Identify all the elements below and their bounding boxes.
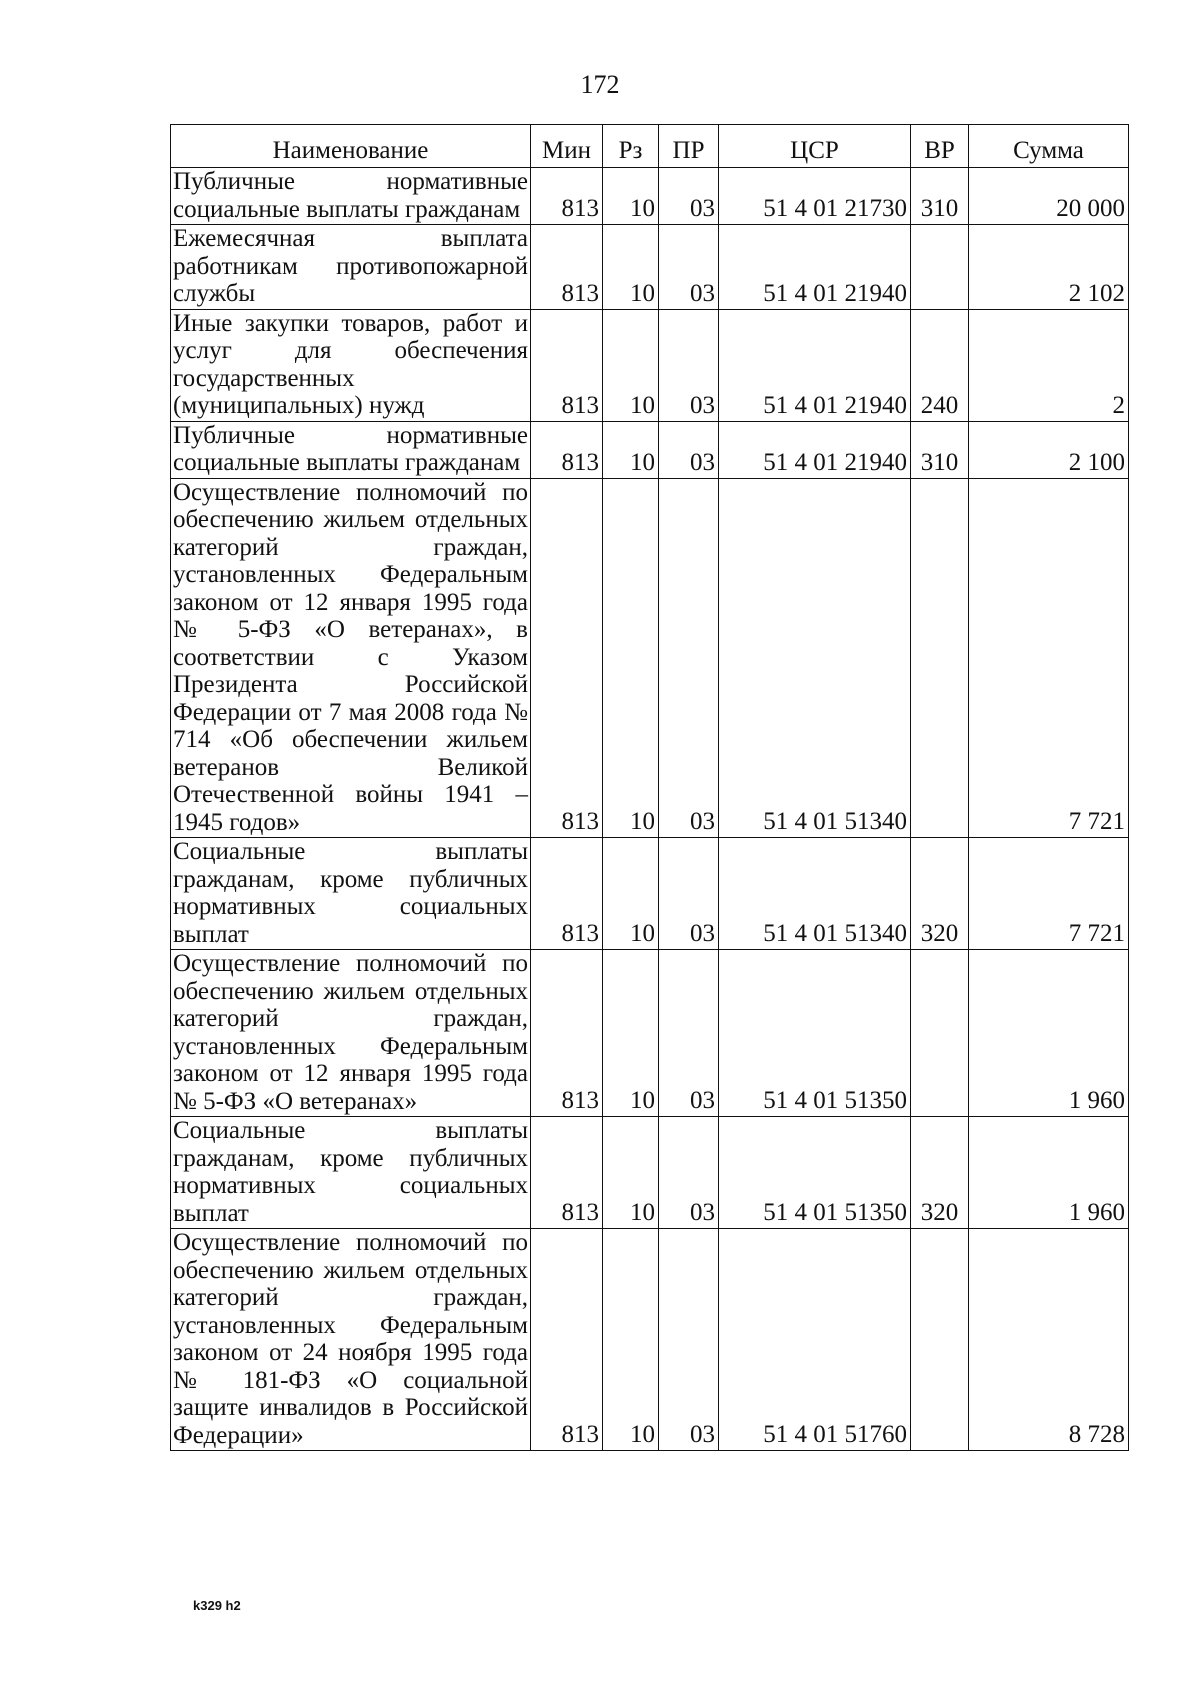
header-vr: ВР xyxy=(911,125,969,168)
row-vr xyxy=(911,950,969,1117)
row-min: 813 xyxy=(531,838,603,950)
row-csr: 51 4 01 51340 xyxy=(719,478,911,838)
table-row xyxy=(171,225,1129,310)
row-csr: 51 4 01 51760 xyxy=(719,1229,911,1451)
row-name: Осуществление полномочий по обеспечению жильем отдельных категорий граждан, установленных Федеральным законом от 12 января 1995 года № 5-ФЗ «О ветеранах», в соответствии с Указом Президента Российской Федерации от 7 мая 2008 года № 714 «Об обеспечении жильем ветеранов Великой Отечественной войны 1941 – 1945 годов» xyxy=(171,478,531,838)
row-min: 813 xyxy=(531,168,603,225)
row-vr: 320 xyxy=(911,838,969,950)
row-rz: 10 xyxy=(603,1229,659,1451)
table-row xyxy=(171,421,1129,478)
row-pr: 03 xyxy=(659,225,719,310)
table-row xyxy=(171,1229,1129,1451)
table-row xyxy=(171,478,1129,838)
row-pr: 03 xyxy=(659,950,719,1117)
row-pr: 03 xyxy=(659,421,719,478)
row-name: Ежемесячная выплата работникам противопожарной службы xyxy=(171,225,531,310)
row-min: 813 xyxy=(531,1117,603,1229)
row-csr: 51 4 01 21730 xyxy=(719,168,911,225)
row-csr: 51 4 01 21940 xyxy=(719,225,911,310)
row-name: Социальные выплаты гражданам, кроме публичных нормативных социальных выплат xyxy=(171,838,531,950)
row-min: 813 xyxy=(531,421,603,478)
row-sum: 2 xyxy=(969,309,1129,421)
row-pr: 03 xyxy=(659,478,719,838)
row-name: Осуществление полномочий по обеспечению жильем отдельных категорий граждан, установленных Федеральным законом от 12 января 1995 года № 5-ФЗ «О ветеранах» xyxy=(171,950,531,1117)
header-rz: Рз xyxy=(603,125,659,168)
row-sum: 2 100 xyxy=(969,421,1129,478)
header-name: Наименование xyxy=(171,125,531,168)
row-csr: 51 4 01 51350 xyxy=(719,950,911,1117)
table-row xyxy=(171,1117,1129,1229)
row-csr: 51 4 01 21940 xyxy=(719,421,911,478)
row-sum: 1 960 xyxy=(969,1117,1129,1229)
table-header-row xyxy=(171,125,1129,168)
row-csr: 51 4 01 21940 xyxy=(719,309,911,421)
table-row xyxy=(171,838,1129,950)
row-sum: 1 960 xyxy=(969,950,1129,1117)
table-row xyxy=(171,168,1129,225)
page-number: 172 xyxy=(580,70,620,99)
header-csr: ЦСР xyxy=(719,125,911,168)
row-rz: 10 xyxy=(603,309,659,421)
row-sum: 2 102 xyxy=(969,225,1129,310)
row-csr: 51 4 01 51340 xyxy=(719,838,911,950)
row-rz: 10 xyxy=(603,478,659,838)
document-code: k329 h2 xyxy=(193,1598,241,1613)
row-rz: 10 xyxy=(603,168,659,225)
row-name: Осуществление полномочий по обеспечению жильем отдельных категорий граждан, установленных Федеральным законом от 24 ноября 1995 года № 181-ФЗ «О социальной защите инвалидов в Российской Федерации» xyxy=(171,1229,531,1451)
row-vr xyxy=(911,478,969,838)
row-sum: 7 721 xyxy=(969,478,1129,838)
header-pr: ПР xyxy=(659,125,719,168)
row-csr: 51 4 01 51350 xyxy=(719,1117,911,1229)
table-row xyxy=(171,950,1129,1117)
row-vr: 240 xyxy=(911,309,969,421)
row-min: 813 xyxy=(531,478,603,838)
row-min: 813 xyxy=(531,225,603,310)
row-min: 813 xyxy=(531,1229,603,1451)
row-rz: 10 xyxy=(603,950,659,1117)
row-name: Публичные нормативные социальные выплаты гражданам xyxy=(171,421,531,478)
row-min: 813 xyxy=(531,950,603,1117)
row-rz: 10 xyxy=(603,225,659,310)
row-vr: 310 xyxy=(911,421,969,478)
row-vr xyxy=(911,225,969,310)
header-sum: Сумма xyxy=(969,125,1129,168)
row-rz: 10 xyxy=(603,838,659,950)
row-pr: 03 xyxy=(659,838,719,950)
row-pr: 03 xyxy=(659,168,719,225)
row-sum: 20 000 xyxy=(969,168,1129,225)
row-vr: 320 xyxy=(911,1117,969,1229)
row-vr: 310 xyxy=(911,168,969,225)
budget-table xyxy=(170,124,1129,1451)
row-pr: 03 xyxy=(659,1117,719,1229)
row-pr: 03 xyxy=(659,1229,719,1451)
row-name: Иные закупки товаров, работ и услуг для обеспечения государственных (муниципальных) нужд xyxy=(171,309,531,421)
header-min: Мин xyxy=(531,125,603,168)
row-min: 813 xyxy=(531,309,603,421)
row-rz: 10 xyxy=(603,1117,659,1229)
row-sum: 8 728 xyxy=(969,1229,1129,1451)
row-sum: 7 721 xyxy=(969,838,1129,950)
row-name: Публичные нормативные социальные выплаты гражданам xyxy=(171,168,531,225)
row-rz: 10 xyxy=(603,421,659,478)
table-row xyxy=(171,309,1129,421)
row-pr: 03 xyxy=(659,309,719,421)
row-name: Социальные выплаты гражданам, кроме публичных нормативных социальных выплат xyxy=(171,1117,531,1229)
row-vr xyxy=(911,1229,969,1451)
